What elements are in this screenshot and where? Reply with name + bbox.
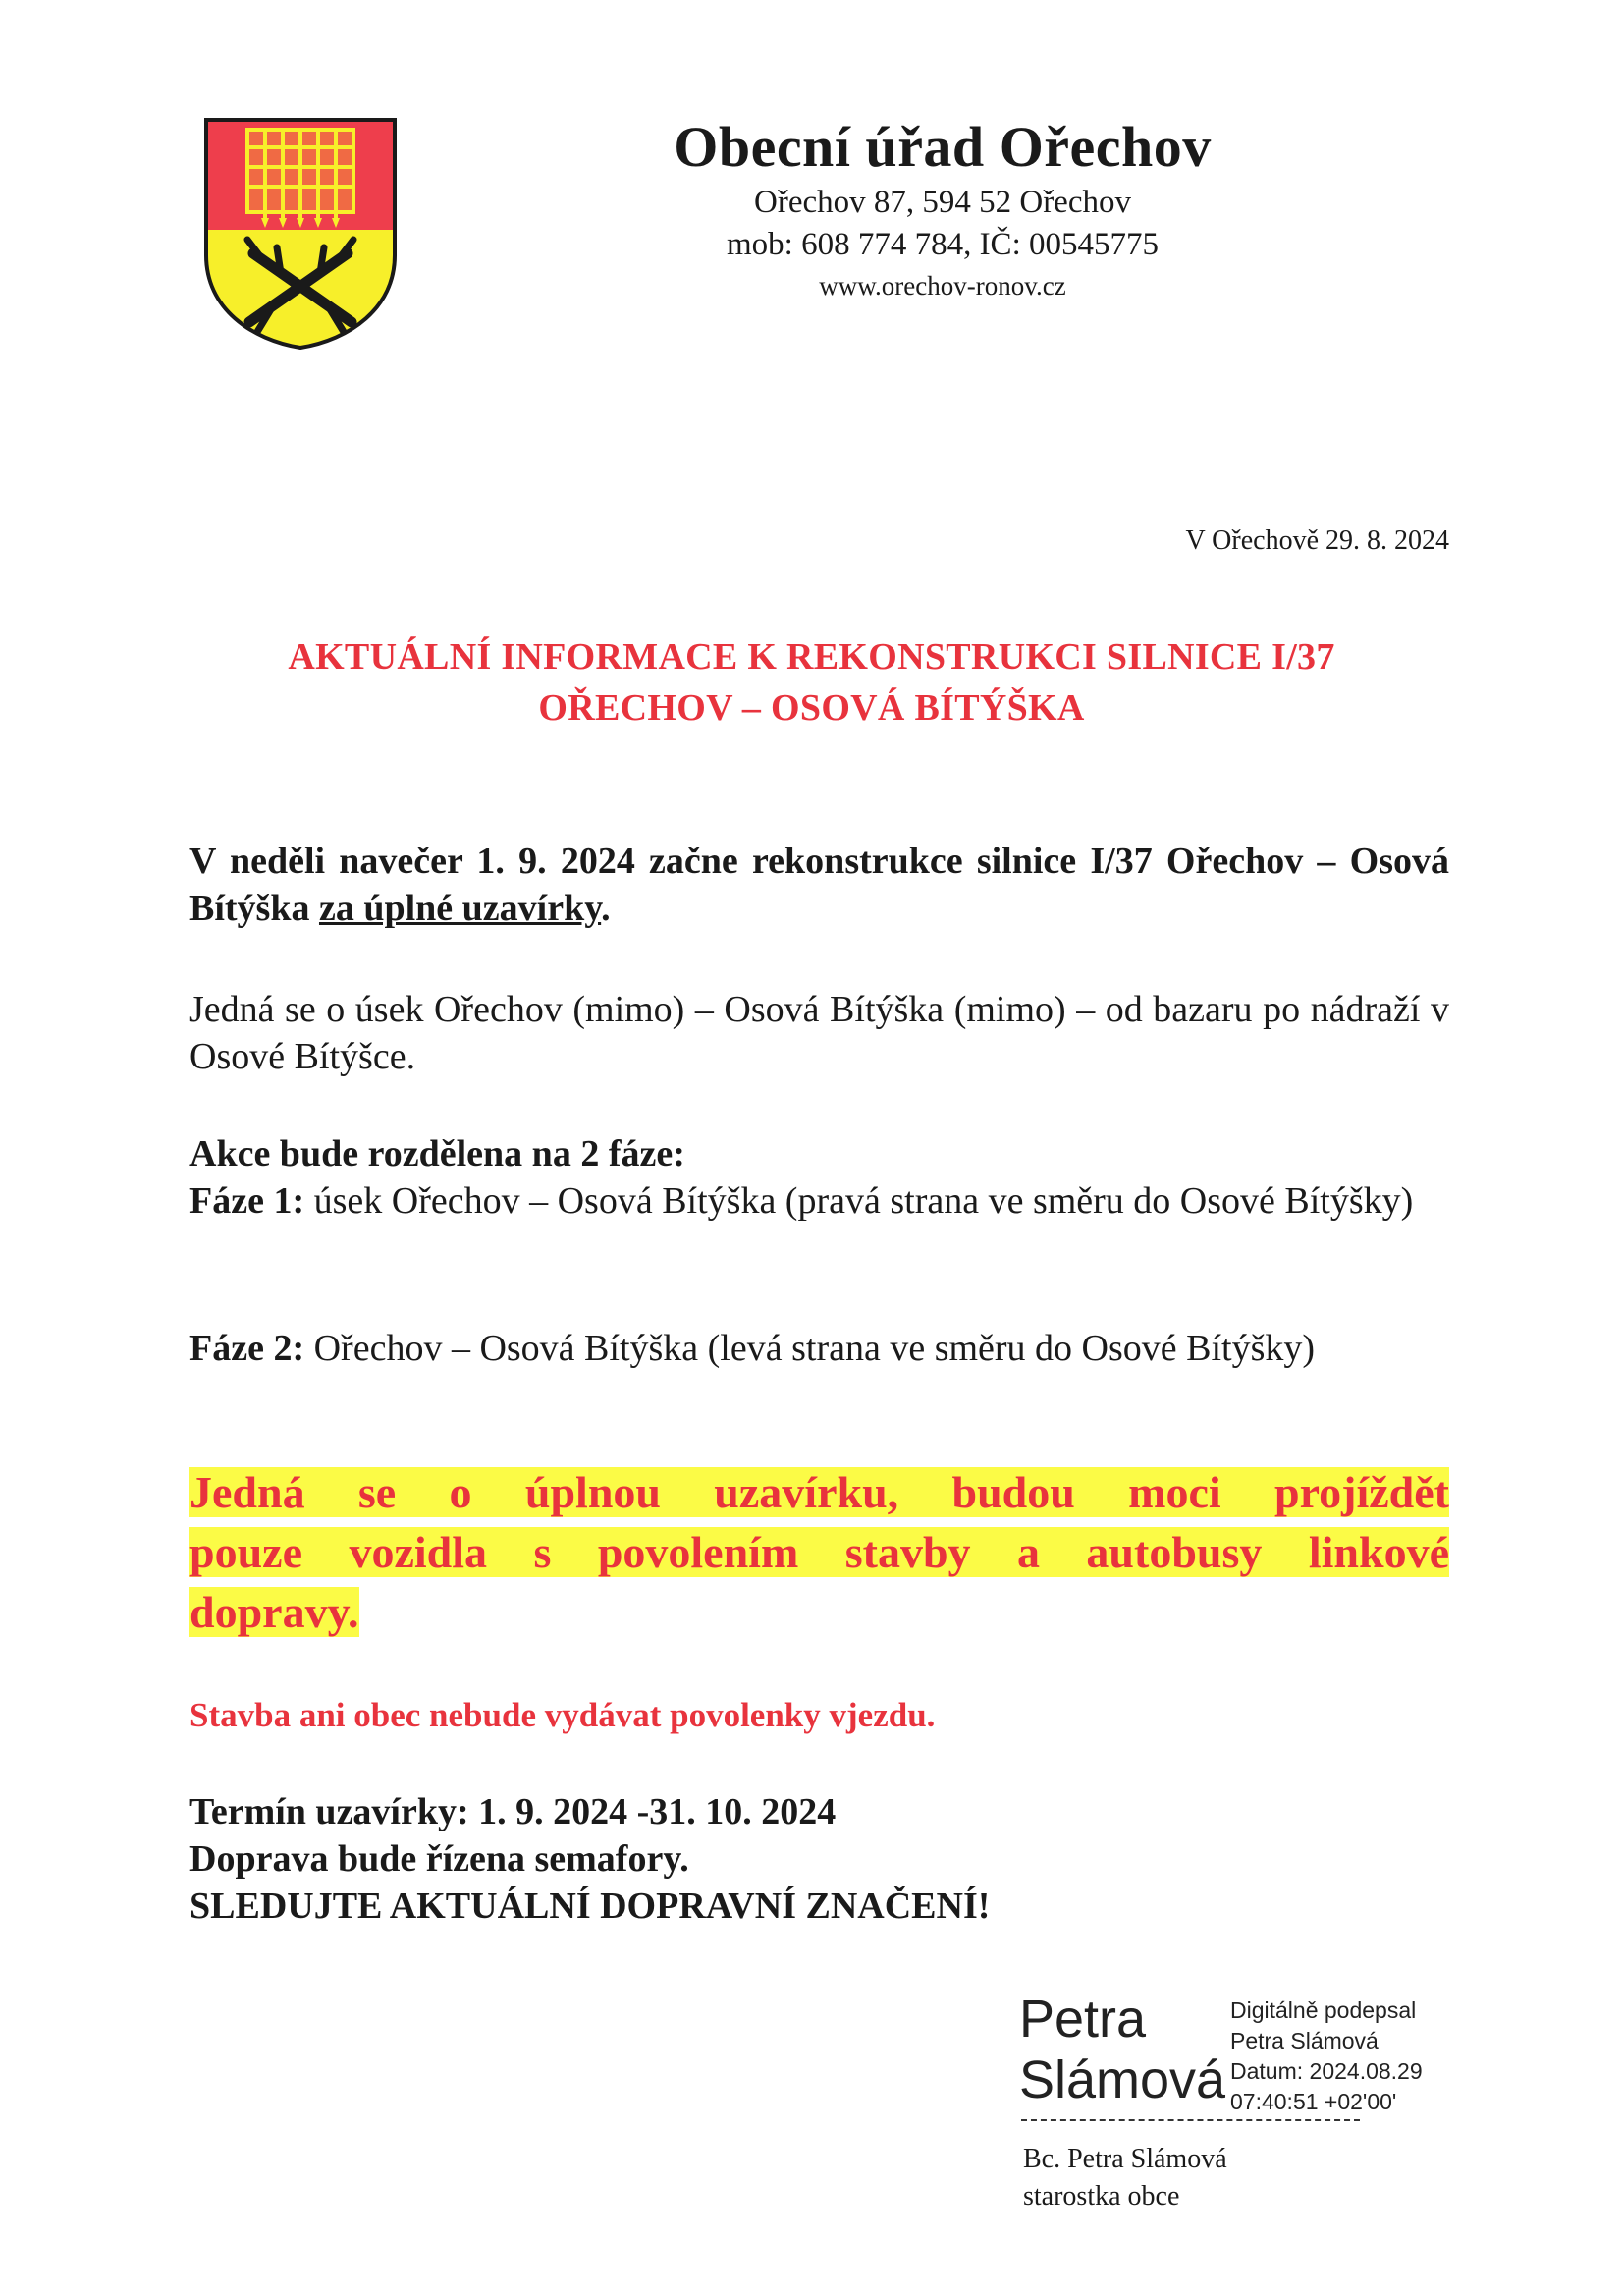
digital-signature-meta [1230,1995,1423,2117]
digital-signature-name [1019,1989,1225,2110]
signature-meta-3: Datum: 2024.08.29 [1230,2058,1423,2084]
intro-text: V neděli navečer 1. 9. 2024 začne rekonstrukce silnice I/37 Ořechov – Osová Bítýška [189,841,1449,929]
closure-info [189,1788,1449,1930]
org-contact: mob: 608 774 784, IČ: 00545775 [726,227,1159,262]
phase-1 [189,1177,1449,1225]
org-website: www.orechov-ronov.cz [819,271,1066,301]
signer-name: Bc. Petra Slámová [1023,2144,1227,2174]
signer-role: starostka obce [1023,2181,1180,2212]
signature-meta-1: Digitálně podepsal [1230,1997,1417,2023]
permit-note-text: Stavba ani obec nebude vydávat povolenky vjezdu. [189,1696,936,1734]
section-description [189,986,1449,1080]
org-name: Obecní úřad Ořechov [674,115,1212,179]
intro-underlined: za úplné uzavírky [318,888,602,929]
phase-1-label: Fáze 1: [189,1180,305,1222]
signature-meta-2: Petra Slámová [1230,2028,1379,2053]
signature-meta-4: 07:40:51 +02'00' [1230,2089,1397,2114]
phases-heading: Akce bude rozdělena na 2 fáze: [189,1133,685,1175]
closure-term: Termín uzavírky: 1. 9. 2024 -31. 10. 2024 [189,1791,837,1832]
phase-1-text: úsek Ořechov – Osová Bítýška (pravá strana ve směru do Osové Bítýšky) [313,1180,1414,1222]
permit-note [189,1692,1449,1739]
closure-notice [189,1462,1449,1642]
warning: SLEDUJTE AKTUÁLNÍ DOPRAVNÍ ZNAČENÍ! [189,1886,991,1927]
letterhead [550,113,1335,305]
title-line-2: OŘECHOV – OSOVÁ BÍTÝŠKA [538,687,1085,729]
phase-2-text: Ořechov – Osová Bítýška (levá strana ve směru do Osové Bítýšky) [313,1328,1316,1369]
phases-block [189,1130,1449,1225]
phase-2-label: Fáze 2: [189,1328,305,1369]
intro-paragraph [189,838,1449,932]
intro-end: . [601,888,611,929]
org-address: Ořechov 87, 594 52 Ořechov [754,185,1131,220]
title-line-1: AKTUÁLNÍ INFORMACE K REKONSTRUKCI SILNICE I/37 [288,636,1335,678]
signature-line [1021,2119,1360,2121]
traffic-note: Doprava bude řízena semafory. [189,1838,689,1880]
section-description-text: Jedná se o úsek Ořechov (mimo) – Osová Bítýška (mimo) – od bazaru po nádraží v Osové Bítýšce. [189,989,1449,1077]
document-title [0,631,1623,734]
document-date: V Ořechově 29. 8. 2024 [1185,525,1449,556]
signature-name-line-1: Petra [1019,1990,1147,2049]
highlight-text: Jedná se o úplnou uzavírku, budou moci projíždět pouze vozidla s povolením stavby a autobusy linkové dopravy. [189,1467,1449,1637]
signer-block [1023,2141,1227,2215]
signature-name-line-2: Slámová [1019,2050,1226,2109]
municipal-coat-of-arms-icon [202,116,399,352]
phase-2 [189,1325,1449,1372]
